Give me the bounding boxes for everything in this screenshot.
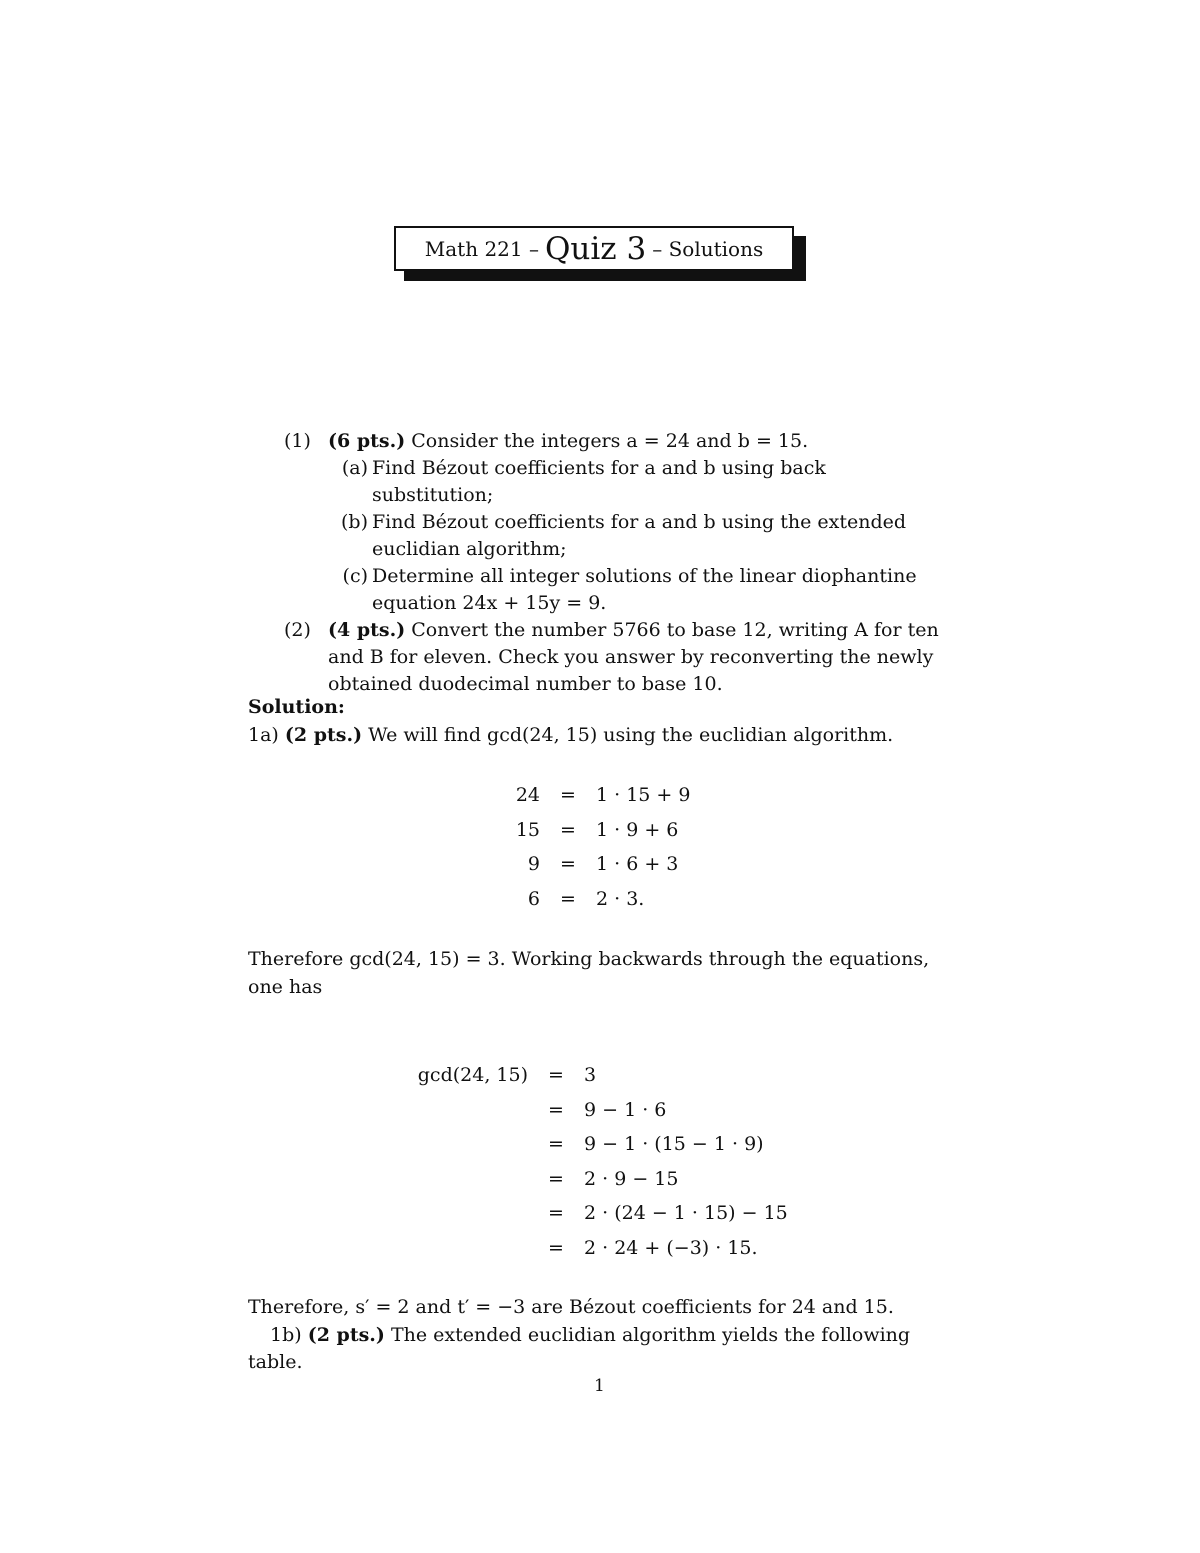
title-box (394, 226, 794, 271)
problem-1b (328, 509, 952, 563)
solution-label: 1a) (248, 724, 279, 746)
problem-1c (328, 563, 952, 617)
solution-text: We will find gcd(24, 15) using the euclidian algorithm. (368, 724, 894, 746)
solution-text: The extended euclidian algorithm yields the following (390, 1324, 911, 1346)
title-quiz: Quiz 3 (545, 230, 647, 267)
part-label: (b) (341, 511, 368, 533)
solution-label: 1b) (270, 1324, 302, 1346)
part-text: Determine all integer solutions of the linear diophantine equation 24x + 15y = 9. (372, 565, 917, 614)
equation-row: = 2 · 9 − 15 (548, 1167, 679, 1190)
paragraph-line: table. (248, 1351, 303, 1373)
equation-row: = 2 · (24 − 1 · 15) − 15 (548, 1202, 788, 1224)
solution-1a-intro (248, 722, 893, 749)
part-text: Find Bézout coefficients for a and b using the extended euclidian algorithm; (372, 511, 907, 560)
solution-points: (2 pts.) (307, 1324, 385, 1346)
equation-row: = 9 − 1 · 6 (548, 1098, 667, 1121)
equation-row: gcd(24, 15) = 3 (417, 1064, 597, 1086)
title-suffix: – Solutions (652, 236, 764, 261)
equation-row: 6 = 2 · 3. (527, 887, 645, 910)
equation-row: 9 = 1 · 6 + 3 (527, 853, 679, 875)
page-number: 1 (594, 1376, 605, 1396)
problem-list (284, 428, 952, 698)
problem-text: Convert the number 5766 to base 12, writing A for ten and B for eleven. Check you answer by reconverting the newly obtained duodecimal number to base 10. (328, 619, 939, 695)
paragraph-line: Therefore gcd(24, 15) = 3. Working backwards through the equations, (248, 948, 930, 970)
problem-1 (284, 428, 952, 455)
problem-text: Consider the integers a = 24 and b = 15. (411, 430, 809, 452)
solution-heading: Solution: (248, 696, 345, 718)
part-label: (a) (341, 457, 368, 479)
equation-row: = 9 − 1 · (15 − 1 · 9) (548, 1133, 764, 1155)
problem-number: (1) (284, 430, 311, 452)
solution-points: (2 pts.) (284, 724, 363, 746)
part-text: Find Bézout coefficients for a and b using back substitution; (372, 457, 826, 506)
conclusion-line: Therefore, s′ = 2 and t′ = −3 are Bézout coefficients for 24 and 15. (248, 1296, 894, 1318)
equation-row: 15 = 1 · 9 + 6 (515, 818, 679, 841)
euclid-equations (500, 778, 690, 916)
problem-points: (6 pts.) (328, 430, 406, 452)
problem-points: (4 pts.) (328, 619, 406, 641)
solution-1b-intro (270, 1322, 910, 1349)
back-substitution-equations (412, 1058, 788, 1265)
problem-1a (328, 455, 952, 509)
problem-number: (2) (284, 619, 311, 641)
equation-row: = 2 · 24 + (−3) · 15. (548, 1236, 758, 1259)
equation-row: 24 = 1 · 15 + 9 (515, 784, 691, 806)
part-label: (c) (342, 565, 368, 587)
title-block (394, 226, 794, 271)
title-course: Math 221 – (424, 236, 539, 261)
paragraph-line: one has (248, 976, 323, 998)
problem-2 (284, 617, 952, 698)
